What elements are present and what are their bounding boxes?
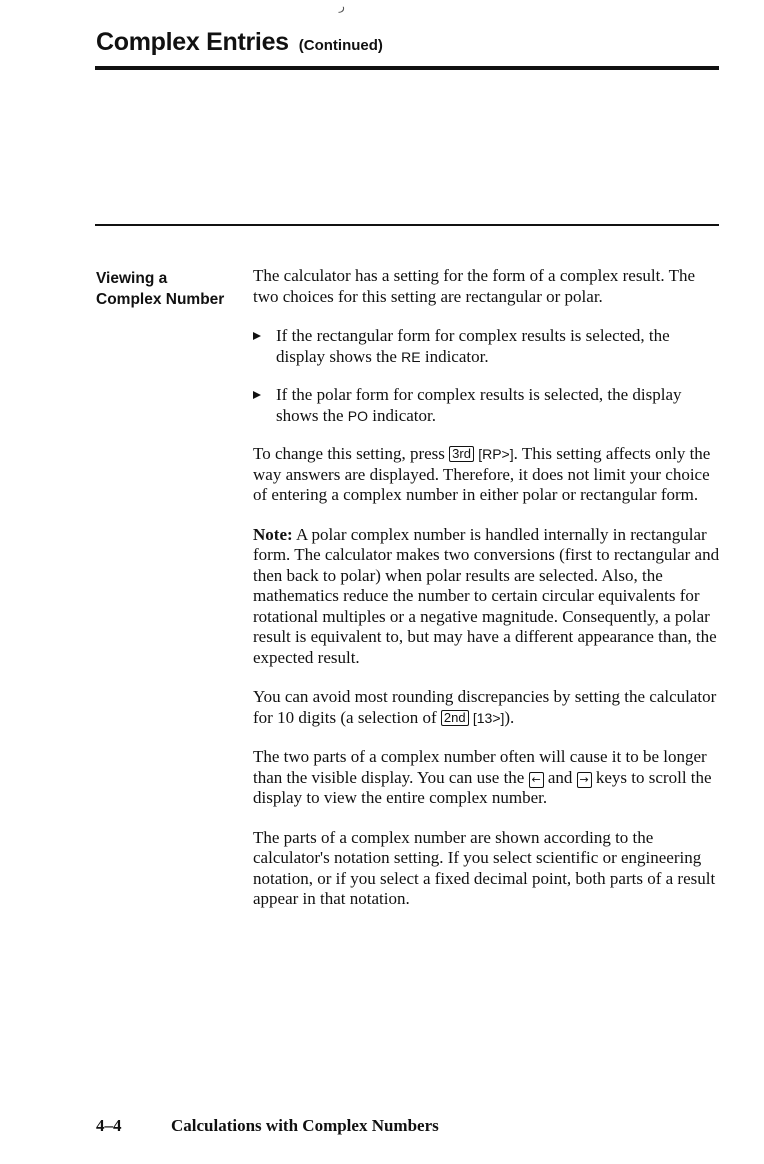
- page-footer: [96, 1116, 439, 1136]
- bullet-text: If the rectangular form for complex results is selected, the display shows the: [276, 326, 670, 366]
- page-title: Complex Entries: [96, 28, 289, 56]
- 2nd-key: 2nd: [441, 710, 469, 726]
- scroll-text-mid: and: [543, 767, 577, 787]
- note-paragraph: [253, 525, 723, 669]
- form-list: [253, 326, 723, 426]
- page-number: 4–4: [96, 1116, 122, 1135]
- bullet-text-end: indicator.: [420, 346, 489, 366]
- note-text: A polar complex number is handled internally in rectangular form. The calculator makes two conversions (first to rectangular and then back to polar) when polar results are selected. Also, the mathematics reduce the number to certain circular equivalents for rotational multiples or a negative magnitude. Consequently, a polar result is equivalent to, but may have a different appearance than, the expected result.: [253, 524, 720, 667]
- left-arrow-key-icon: ←: [529, 772, 544, 788]
- scroll-text-end: keys to scroll the display to view the entire complex number.: [253, 767, 712, 807]
- notation-paragraph: The parts of a complex number are shown according to the calculator's notation setting. If you select scientific or engineering notation, or if you select a fixed decimal point, both parts of a result appear in that notation.: [253, 827, 716, 908]
- rounding-paragraph: [253, 687, 723, 728]
- digits-menu-option: [13>]: [472, 709, 505, 726]
- note-label: Note:: [253, 524, 293, 544]
- change-text-end: . This setting affects only the way answers are displayed. Therefore, it does not limit your choice of entering a complex number in either polar or rectangular form.: [253, 444, 711, 504]
- change-setting-paragraph: [253, 444, 723, 506]
- section-rule: [95, 224, 719, 226]
- bullet-text: If the polar form for complex results is selected, the display shows the: [276, 385, 682, 425]
- chapter-title: Calculations with Complex Numbers: [171, 1116, 439, 1135]
- page-header: [96, 28, 383, 57]
- section-heading: [96, 268, 224, 310]
- intro-paragraph: The calculator has a setting for the form of a complex result. The two choices for this setting are rectangular or polar.: [253, 266, 695, 306]
- section-heading-line-2: Complex Number: [96, 291, 225, 308]
- header-rule: [95, 66, 719, 70]
- rounding-text-end: ).: [504, 707, 515, 727]
- section-body: [253, 266, 723, 929]
- triangle-bullet-icon: [253, 332, 261, 340]
- page-mark: ر: [339, 0, 345, 13]
- rp-menu-option: [RP>]: [478, 446, 514, 462]
- list-item: [253, 326, 723, 367]
- bullet-text-end: indicator.: [368, 405, 436, 425]
- scroll-paragraph: [253, 747, 723, 809]
- right-arrow-key-icon: →: [577, 772, 592, 788]
- rounding-text: You can avoid most rounding discrepancies by setting the calculator for 10 digits (a selection of: [253, 687, 717, 727]
- list-item: [253, 385, 723, 426]
- re-indicator: RE: [401, 348, 421, 365]
- page-subtitle: (Continued): [298, 37, 383, 54]
- po-indicator: PO: [347, 407, 369, 424]
- scroll-text: The two parts of a complex number often will cause it to be longer than the visible display. You can use the: [253, 747, 707, 787]
- section-heading-line-1: Viewing a: [96, 270, 168, 287]
- triangle-bullet-icon: [253, 391, 261, 399]
- change-text: To change this setting, press: [253, 444, 450, 463]
- 3rd-key: 3rd: [449, 446, 474, 462]
